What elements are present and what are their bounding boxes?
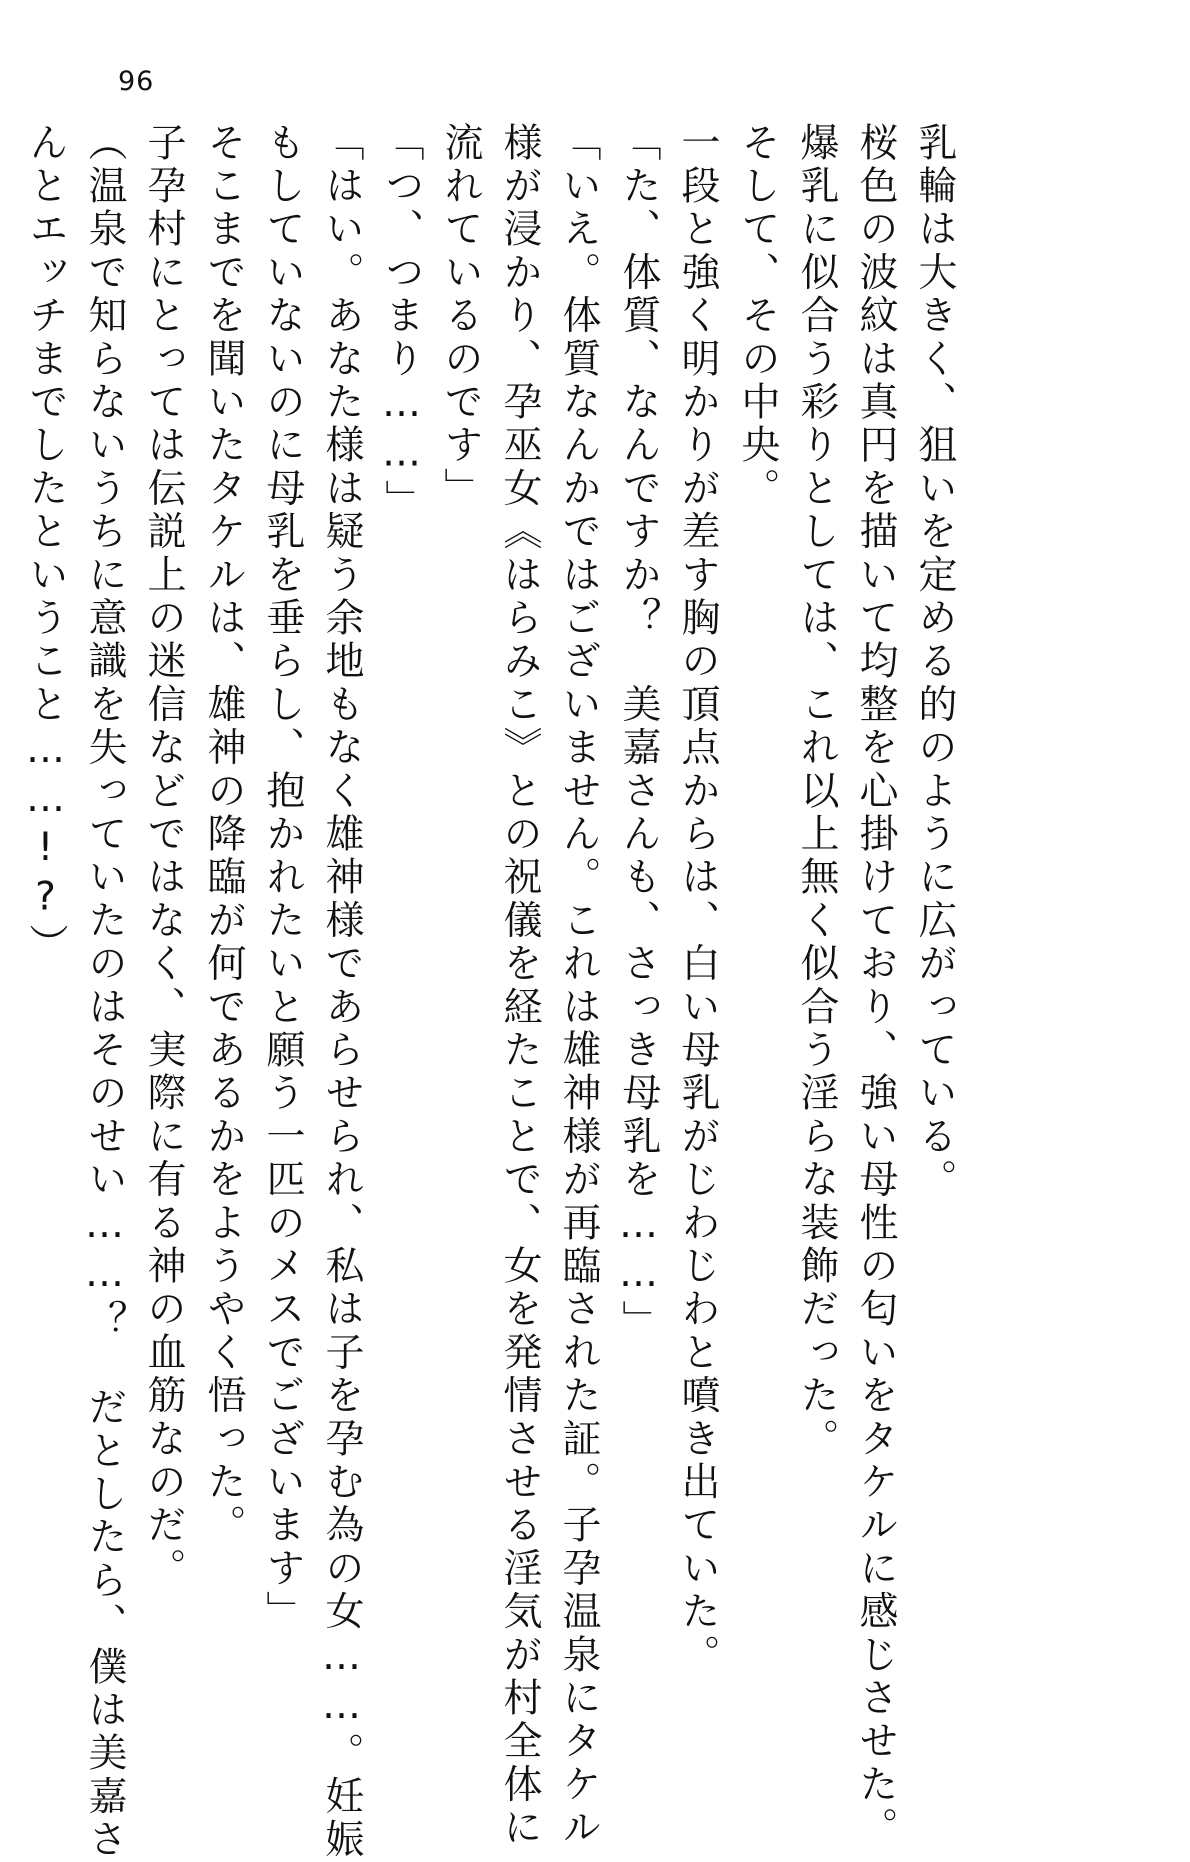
text-line-10: 「つ、つまり……」 xyxy=(379,122,424,523)
text-line-1: 乳輪は大きく、狙いを定める的のように広がっている。 xyxy=(912,122,957,1202)
page-number: 96 xyxy=(118,66,155,97)
text-line-2: 桜色の波紋は真円を描いて均整を心掛けており、強い母性の匂いをタケルに感じさせた。 xyxy=(853,122,898,1850)
text-line-7: 「いえ。体質なんかではございません。これは雄神様が再臨された証。子孕温泉にタケル xyxy=(556,122,601,1850)
text-line-13: そこまでを聞いたタケルは、雄神の降臨が何であるかをようやく悟った。 xyxy=(201,122,246,1548)
text-line-15: （温泉で知らないうちに意識を失っていたのはそのせい……？ だとしたら、僕は美嘉さ xyxy=(82,122,127,1862)
text-line-16: んとエッチまでしたということ……!?） xyxy=(23,122,68,967)
text-line-4: そして、その中央。 xyxy=(735,122,780,511)
text-line-6: 「た、体質、なんですか？ 美嘉さんも、さっき母乳を……」 xyxy=(616,122,661,1344)
text-line-11: 「はい。あなた様は疑う余地もなく雄神様であらせられ、私は子を孕む為の女……。妊娠 xyxy=(319,122,364,1862)
text-line-8: 様が浸かり、孕巫女《はらみこ》との祝儀を経たことで、女を発情させる淫気が村全体に xyxy=(497,122,542,1850)
text-line-3: 爆乳に似合う彩りとしては、これ以上無く似合う淫らな装飾だった。 xyxy=(794,122,839,1462)
text-line-14: 子孕村にとっては伝説上の迷信などではなく、実際に有る神の血筋なのだ。 xyxy=(141,122,186,1591)
text-line-5: 一段と強く明かりが差す胸の頂点からは、白い母乳がじわじわと噴き出ていた。 xyxy=(675,122,720,1678)
text-line-12: もしていないのに母乳を垂らし、抱かれたいと願う一匹のメスでございます」 xyxy=(260,122,305,1634)
text-line-9: 流れているのです」 xyxy=(438,122,483,511)
